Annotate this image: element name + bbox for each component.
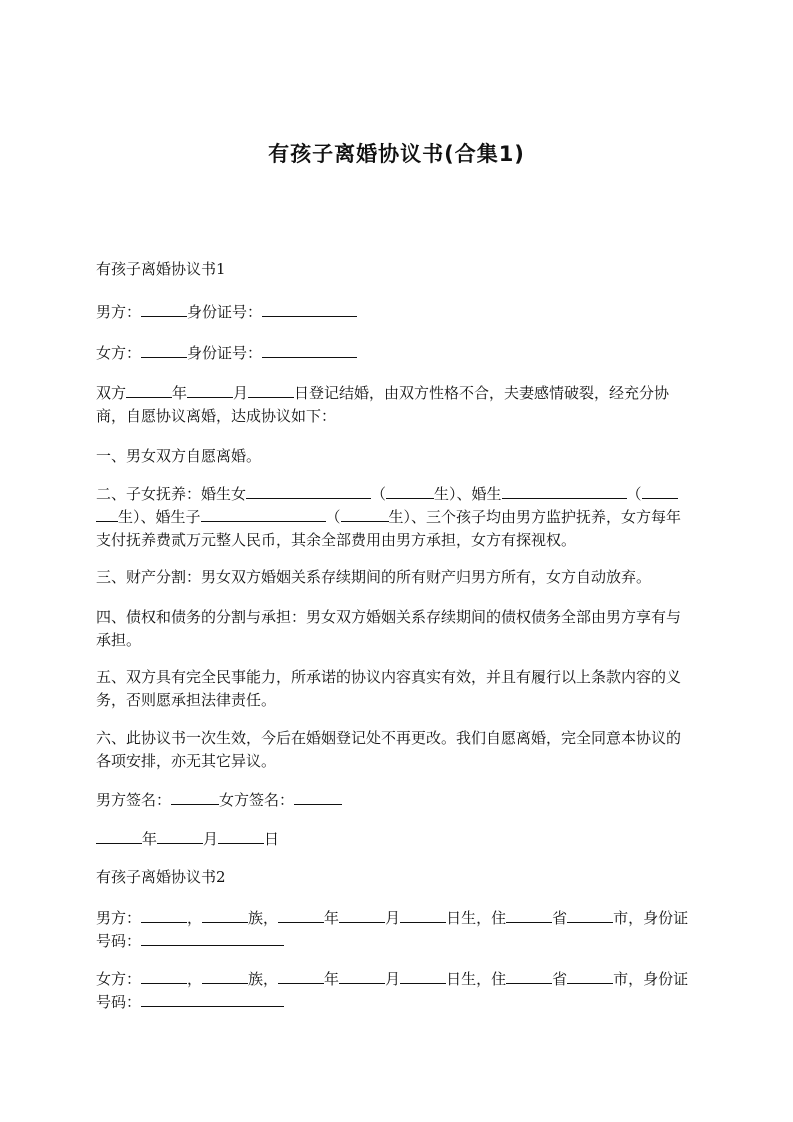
female-sign-label: 女方签名： — [219, 791, 295, 809]
sign-year-blank — [96, 828, 142, 844]
female-id-number-blank — [141, 991, 284, 1007]
male-birth-year-blank — [278, 907, 324, 923]
born-text: 生）、婚生子 — [118, 508, 201, 526]
born-live-text: 日生，住 — [446, 970, 507, 988]
female-label: 女方： — [96, 344, 142, 362]
intro-rest-text: 日登记结婚，由双方性格不合，夫妻感情破裂，经充分协商，自愿协议离婚，达成协议如下： — [96, 384, 670, 425]
paren: （ — [626, 485, 642, 503]
male-birth-month-blank — [339, 907, 385, 923]
ethnicity-text: 族， — [248, 909, 279, 927]
paren: （ — [325, 508, 341, 526]
city-id-text: 市，身份证号码： — [96, 909, 689, 950]
marriage-month-blank — [187, 382, 233, 398]
agreement2-female-line — [96, 968, 692, 1014]
female-label: 女方： — [96, 970, 142, 988]
id-label: 身份证号： — [187, 344, 263, 362]
agreement1-intro — [96, 382, 692, 428]
month-text: 月 — [385, 970, 401, 988]
signature-line — [96, 789, 692, 812]
child2-name-blank — [502, 483, 627, 499]
clause-6: 六、此协议书一次生效，今后在婚姻登记处不再更改。我们自愿离婚，完全同意本协议的各项安排，亦无其它异议。 — [96, 729, 682, 770]
day-text: 日 — [264, 830, 280, 848]
female-birth-year-blank — [278, 968, 324, 984]
year-text: 年 — [142, 830, 158, 848]
agreement1-female-line — [96, 342, 692, 365]
month-text: 月 — [233, 384, 249, 402]
son-name-blank — [201, 506, 326, 522]
document-title: 有孩子离婚协议书(合集1) — [268, 142, 525, 166]
born-live-text: 日生，住 — [446, 909, 507, 927]
female-birth-month-blank — [339, 968, 385, 984]
born-text: 生）、婚生 — [434, 485, 502, 503]
child2-birth-blank-b — [96, 506, 118, 522]
year-text: 年 — [324, 970, 340, 988]
female-birth-day-blank — [400, 968, 446, 984]
male-id-number-blank — [141, 930, 284, 946]
ethnicity-text: 族， — [248, 970, 279, 988]
male-sign-blank — [171, 789, 219, 805]
month-text: 月 — [203, 830, 219, 848]
male-name-blank — [141, 301, 187, 317]
agreement1-heading: 有孩子离婚协议书1 — [96, 260, 226, 278]
month-text: 月 — [385, 909, 401, 927]
paren: （ — [371, 485, 387, 503]
agreement2-male-line — [96, 907, 692, 953]
clause-3: 三、财产分割：男女双方婚姻关系存续期间的所有财产归男方所有，女方自动放弃。 — [96, 568, 652, 586]
city-id-text: 市，身份证号码： — [96, 970, 689, 1011]
marriage-day-blank — [248, 382, 294, 398]
female-name-blank — [141, 968, 187, 984]
daughter-name-blank — [246, 483, 371, 499]
male-birth-day-blank — [400, 907, 446, 923]
agreement2-heading: 有孩子离婚协议书2 — [96, 868, 226, 886]
son-birth-blank — [341, 506, 389, 522]
date-line — [96, 828, 692, 851]
marriage-year-blank — [126, 382, 172, 398]
clause2-rest: 生）、三个孩子均由男方监护抚养，女方每年支付抚养费贰万元整人民币，其余全部费用由男方承担，女方有探视权。 — [96, 508, 682, 549]
daughter-birth-blank — [386, 483, 434, 499]
child2-birth-blank-a — [642, 483, 678, 499]
comma: ， — [187, 909, 203, 927]
intro-text: 双方 — [96, 384, 127, 402]
province-text: 省 — [552, 909, 568, 927]
male-label: 男方： — [96, 909, 142, 927]
female-ethnicity-blank — [202, 968, 248, 984]
year-text: 年 — [172, 384, 188, 402]
agreement1-male-line — [96, 301, 692, 324]
year-text: 年 — [324, 909, 340, 927]
clause-4: 四、债权和债务的分割与承担：男女双方婚姻关系存续期间的债权债务全部由男方享有与承担。 — [96, 608, 682, 649]
clause-5: 五、双方具有完全民事能力，所承诺的协议内容真实有效，并且有履行以上条款内容的义务，否则愿承担法律责任。 — [96, 668, 682, 709]
id-label: 身份证号： — [187, 303, 263, 321]
male-province-blank — [506, 907, 552, 923]
male-ethnicity-blank — [202, 907, 248, 923]
female-province-blank — [506, 968, 552, 984]
male-sign-label: 男方签名： — [96, 791, 172, 809]
male-label: 男方： — [96, 303, 142, 321]
female-city-blank — [567, 968, 613, 984]
clause2-start: 二、子女抚养：婚生女 — [96, 485, 247, 503]
male-name-blank — [141, 907, 187, 923]
male-id-blank — [262, 301, 357, 317]
comma: ， — [187, 970, 203, 988]
female-id-blank — [262, 342, 357, 358]
female-name-blank — [141, 342, 187, 358]
sign-day-blank — [218, 828, 264, 844]
clause-1: 一、男女双方自愿离婚。 — [96, 447, 262, 465]
clause-2 — [96, 483, 692, 552]
male-city-blank — [567, 907, 613, 923]
female-sign-blank — [294, 789, 342, 805]
province-text: 省 — [552, 970, 568, 988]
sign-month-blank — [157, 828, 203, 844]
